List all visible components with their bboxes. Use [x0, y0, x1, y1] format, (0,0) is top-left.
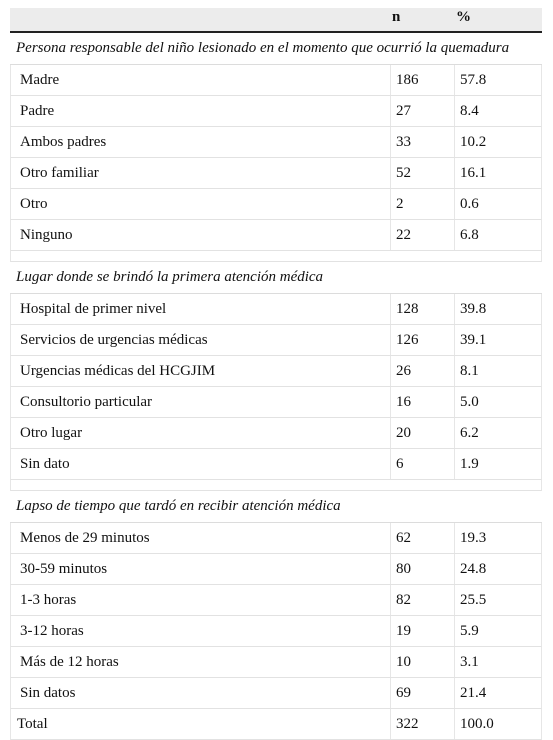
total-label: Total [17, 716, 48, 732]
row-n-value: 62 [396, 530, 411, 546]
row-n-value: 22 [396, 227, 411, 243]
column-divider [390, 647, 391, 677]
row-label: Sin datos [20, 685, 76, 701]
table-row [10, 678, 542, 709]
row-percent-value: 6.8 [460, 227, 479, 243]
row-percent-value: 0.6 [460, 196, 479, 212]
row-percent-value: 1.9 [460, 456, 479, 472]
row-percent-value: 10.2 [460, 134, 487, 150]
row-percent-value: 19.3 [460, 530, 487, 546]
total-row [10, 709, 542, 740]
column-divider [390, 554, 391, 584]
row-label: Ninguno [20, 227, 73, 243]
row-percent-value: 57.8 [460, 72, 487, 88]
column-divider [454, 678, 455, 708]
row-n-value: 52 [396, 165, 411, 181]
column-divider [390, 449, 391, 479]
column-divider [454, 387, 455, 417]
section-title: Lapso de tiempo que tardó en recibir atención médica [10, 491, 542, 523]
row-label: 3-12 horas [20, 623, 84, 639]
row-n-value: 20 [396, 425, 411, 441]
row-percent-value: 8.1 [460, 363, 479, 379]
column-divider [454, 158, 455, 188]
row-percent-value: 24.8 [460, 561, 487, 577]
column-divider [454, 418, 455, 448]
table-row [10, 585, 542, 616]
table-row [10, 647, 542, 678]
table-row [10, 65, 542, 96]
row-label: Consultorio particular [20, 394, 153, 410]
column-divider [454, 189, 455, 219]
column-divider [390, 189, 391, 219]
column-divider [390, 65, 391, 95]
column-divider [454, 65, 455, 95]
column-divider [454, 585, 455, 615]
column-divider [454, 294, 455, 324]
column-divider [390, 127, 391, 157]
row-label: Menos de 29 minutos [20, 530, 150, 546]
column-divider [454, 220, 455, 250]
row-n-value: 186 [396, 72, 419, 88]
column-divider [454, 96, 455, 126]
data-table [10, 8, 542, 740]
table-row [10, 127, 542, 158]
column-divider [390, 294, 391, 324]
row-percent-value: 6.2 [460, 425, 479, 441]
row-n-value: 6 [396, 456, 404, 472]
row-label: Otro [20, 196, 48, 212]
row-n-value: 33 [396, 134, 411, 150]
row-label: Otro lugar [20, 425, 83, 441]
table-row [10, 294, 542, 325]
column-divider [390, 220, 391, 250]
table-row [10, 158, 542, 189]
row-n-value: 2 [396, 196, 404, 212]
column-header-percent: % [456, 9, 471, 25]
table-row [10, 616, 542, 647]
row-label: Servicios de urgencias médicas [20, 332, 208, 348]
column-divider [390, 616, 391, 646]
row-percent-value: 39.1 [460, 332, 487, 348]
table-row [10, 387, 542, 418]
column-divider [390, 523, 391, 553]
table-header [10, 8, 542, 33]
column-divider [390, 96, 391, 126]
section-title: Persona responsable del niño lesionado en el momento que ocurrió la quemadura [10, 33, 542, 65]
column-divider [454, 554, 455, 584]
row-n-value: 10 [396, 654, 411, 670]
row-n-value: 27 [396, 103, 411, 119]
row-percent-value: 16.1 [460, 165, 487, 181]
column-divider [454, 325, 455, 355]
row-label: Hospital de primer nivel [20, 301, 167, 317]
table-row [10, 96, 542, 127]
section-gap [10, 480, 542, 491]
row-n-value: 16 [396, 394, 411, 410]
table-row [10, 418, 542, 449]
row-label: Otro familiar [20, 165, 99, 181]
table-row [10, 220, 542, 251]
row-n-value: 19 [396, 623, 411, 639]
table-body [10, 33, 542, 740]
column-divider [390, 678, 391, 708]
column-divider [454, 449, 455, 479]
column-divider [390, 418, 391, 448]
total-percent-value: 100.0 [460, 716, 494, 732]
row-label: Padre [20, 103, 55, 119]
row-percent-value: 25.5 [460, 592, 487, 608]
row-n-value: 82 [396, 592, 411, 608]
column-divider [454, 127, 455, 157]
column-divider [390, 387, 391, 417]
row-n-value: 26 [396, 363, 411, 379]
row-label: Más de 12 horas [20, 654, 119, 670]
section-gap [10, 251, 542, 262]
column-divider [454, 356, 455, 386]
row-n-value: 69 [396, 685, 411, 701]
row-label: Madre [20, 72, 60, 88]
table-row [10, 356, 542, 387]
column-divider [454, 523, 455, 553]
row-label: Ambos padres [20, 134, 107, 150]
row-label: Sin dato [20, 456, 70, 472]
table-row [10, 449, 542, 480]
row-label: Urgencias médicas del HCGJIM [20, 363, 216, 379]
column-divider [454, 709, 455, 739]
row-percent-value: 3.1 [460, 654, 479, 670]
column-divider [454, 647, 455, 677]
row-label: 1-3 horas [20, 592, 77, 608]
column-divider [390, 356, 391, 386]
table-row [10, 554, 542, 585]
row-percent-value: 8.4 [460, 103, 479, 119]
column-header-n: n [392, 9, 401, 25]
row-n-value: 128 [396, 301, 419, 317]
row-percent-value: 39.8 [460, 301, 487, 317]
row-n-value: 80 [396, 561, 411, 577]
row-label: 30-59 minutos [20, 561, 108, 577]
table-row [10, 325, 542, 356]
table-row [10, 523, 542, 554]
total-n-value: 322 [396, 716, 419, 732]
row-percent-value: 5.9 [460, 623, 479, 639]
table-row [10, 189, 542, 220]
column-divider [390, 585, 391, 615]
row-percent-value: 5.0 [460, 394, 479, 410]
row-percent-value: 21.4 [460, 685, 487, 701]
column-divider [454, 616, 455, 646]
column-divider [390, 325, 391, 355]
section-title: Lugar donde se brindó la primera atención médica [10, 262, 542, 294]
column-divider [390, 158, 391, 188]
row-n-value: 126 [396, 332, 419, 348]
column-divider [390, 709, 391, 739]
